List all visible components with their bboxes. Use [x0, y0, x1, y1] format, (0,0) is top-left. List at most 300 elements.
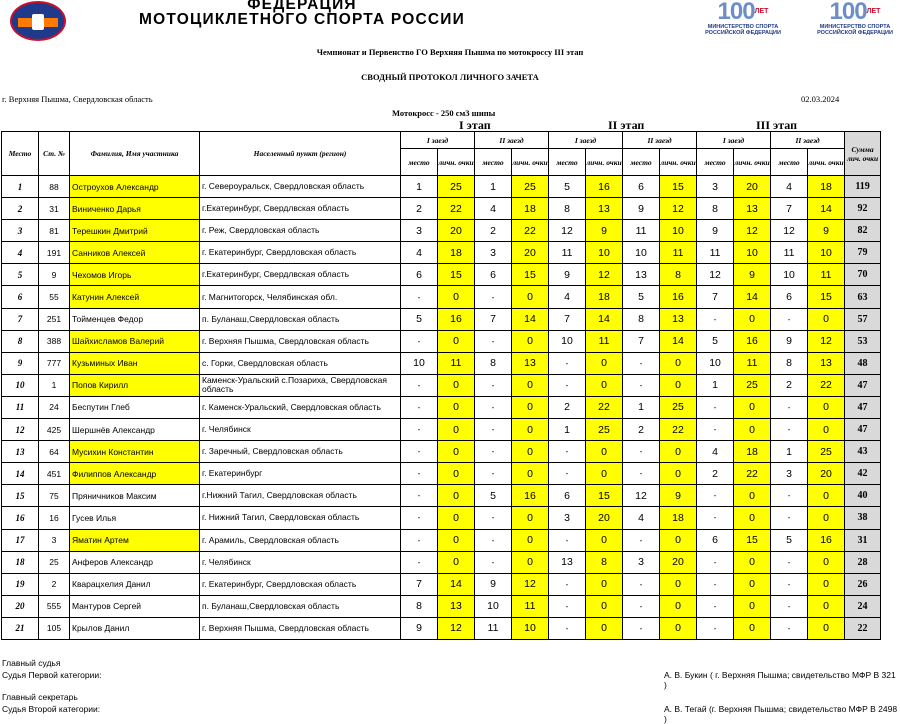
points-cell: 0 — [438, 529, 475, 551]
position-cell: - — [475, 507, 512, 529]
position-cell: - — [697, 396, 734, 418]
position-cell: 9 — [697, 220, 734, 242]
total-cell: 43 — [845, 441, 881, 463]
position-cell: - — [475, 330, 512, 352]
points-cell: 12 — [660, 198, 697, 220]
place-cell: 12 — [2, 419, 39, 441]
position-cell: - — [771, 617, 808, 639]
rider-name-cell: Остроухов Александр — [70, 176, 200, 198]
place-cell: 14 — [2, 463, 39, 485]
total-cell: 31 — [845, 529, 881, 551]
points-cell: 0 — [660, 441, 697, 463]
document-header — [0, 0, 900, 42]
points-cell: 0 — [438, 507, 475, 529]
header-points: личн. очки — [734, 149, 771, 176]
points-cell: 11 — [512, 595, 549, 617]
position-cell: - — [401, 507, 438, 529]
table-row — [2, 419, 881, 441]
position-cell: - — [549, 595, 586, 617]
points-cell: 14 — [586, 308, 623, 330]
place-cell: 3 — [2, 220, 39, 242]
total-cell: 47 — [845, 374, 881, 396]
position-cell: - — [771, 573, 808, 595]
start-number-cell: 25 — [39, 551, 70, 573]
place-cell: 16 — [2, 507, 39, 529]
position-cell: 3 — [623, 551, 660, 573]
points-cell: 13 — [734, 198, 771, 220]
total-cell: 22 — [845, 617, 881, 639]
points-cell: 20 — [586, 507, 623, 529]
start-number-cell: 1 — [39, 374, 70, 396]
points-cell: 20 — [660, 551, 697, 573]
points-cell: 25 — [512, 176, 549, 198]
position-cell: 8 — [549, 198, 586, 220]
position-cell: 3 — [771, 463, 808, 485]
city-cell: г. Североуральск, Свердловская область — [200, 176, 401, 198]
header-name: Фамилия, Имя участника — [70, 132, 200, 176]
points-cell: 0 — [438, 485, 475, 507]
points-cell: 0 — [808, 573, 845, 595]
points-cell: 0 — [734, 595, 771, 617]
points-cell: 0 — [660, 463, 697, 485]
federation-line-1: ФЕДЕРАЦИЯ — [247, 0, 357, 13]
points-cell: 13 — [512, 352, 549, 374]
position-cell: 2 — [401, 198, 438, 220]
points-cell: 0 — [512, 463, 549, 485]
position-cell: 3 — [549, 507, 586, 529]
position-cell: 10 — [401, 352, 438, 374]
position-cell: 10 — [697, 352, 734, 374]
points-cell: 10 — [808, 242, 845, 264]
points-cell: 0 — [438, 286, 475, 308]
rider-name-cell: Шершнёв Александр — [70, 419, 200, 441]
start-number-cell: 105 — [39, 617, 70, 639]
position-cell: 6 — [401, 264, 438, 286]
position-cell: 8 — [401, 595, 438, 617]
position-cell: - — [401, 286, 438, 308]
position-cell: - — [623, 617, 660, 639]
place-cell: 18 — [2, 551, 39, 573]
rider-name-cell: Мусихин Константин — [70, 441, 200, 463]
chief-judge-title: Главный судья — [2, 658, 61, 668]
total-cell: 38 — [845, 507, 881, 529]
city-cell: п. Буланаш,Свердловская область — [200, 308, 401, 330]
city-cell: г. Верхняя Пышма, Свердловская область — [200, 330, 401, 352]
position-cell: 1 — [623, 396, 660, 418]
federation-name — [82, 0, 522, 27]
position-cell: - — [623, 352, 660, 374]
position-cell: 9 — [549, 264, 586, 286]
city-cell: г. Реж, Свердловская область — [200, 220, 401, 242]
table-row — [2, 220, 881, 242]
position-cell: 2 — [475, 220, 512, 242]
position-cell: 13 — [623, 264, 660, 286]
place-cell: 7 — [2, 308, 39, 330]
position-cell: - — [549, 463, 586, 485]
position-cell: 11 — [475, 617, 512, 639]
points-cell: 0 — [808, 396, 845, 418]
total-cell: 47 — [845, 419, 881, 441]
rider-name-cell: Яматин Артем — [70, 529, 200, 551]
position-cell: 8 — [771, 352, 808, 374]
points-cell: 0 — [808, 485, 845, 507]
header-s1-race2: II заезд — [475, 132, 549, 149]
position-cell: 5 — [623, 286, 660, 308]
table-row — [2, 507, 881, 529]
points-cell: 16 — [734, 330, 771, 352]
header-position: место — [771, 149, 808, 176]
stage-2-label: II этап — [608, 118, 645, 132]
position-cell: - — [771, 396, 808, 418]
points-cell: 12 — [586, 264, 623, 286]
total-cell: 92 — [845, 198, 881, 220]
position-cell: 7 — [401, 573, 438, 595]
city-cell: г.Нижний Тагил, Свердловская область — [200, 485, 401, 507]
rider-name-cell: Виниченко Дарья — [70, 198, 200, 220]
city-cell: г. Екатеринбург — [200, 463, 401, 485]
place-cell: 15 — [2, 485, 39, 507]
place-cell: 1 — [2, 176, 39, 198]
points-cell: 0 — [586, 374, 623, 396]
position-cell: 4 — [771, 176, 808, 198]
start-number-cell: 55 — [39, 286, 70, 308]
position-cell: - — [401, 551, 438, 573]
header-position: место — [401, 149, 438, 176]
total-cell: 42 — [845, 463, 881, 485]
ministry-logo-2: $100^{ЛЕТ}$ МИНИСТЕРСТВО СПОРТА РОССИЙСКОЙ ФЕДЕРАЦИИ — [817, 0, 893, 36]
points-cell: 0 — [438, 330, 475, 352]
header-s2-race2: II заезд — [623, 132, 697, 149]
table-row — [2, 286, 881, 308]
position-cell: 1 — [549, 419, 586, 441]
championship-title: Чемпионат и Первенство ГО Верхняя Пышма по мотокроссу III этап — [316, 47, 584, 57]
points-cell: 0 — [734, 485, 771, 507]
position-cell: 7 — [475, 308, 512, 330]
start-number-cell: 388 — [39, 330, 70, 352]
position-cell: - — [401, 419, 438, 441]
header-points: личн. очки — [586, 149, 623, 176]
chief-judge-name: А. В. Букин ( г. Верхняя Пышма; свидетельство МФР В 321 ) — [664, 670, 896, 690]
points-cell: 18 — [512, 198, 549, 220]
position-cell: 5 — [475, 485, 512, 507]
position-cell: - — [771, 485, 808, 507]
place-cell: 5 — [2, 264, 39, 286]
city-cell: г. Каменск-Уральский, Свердловская область — [200, 396, 401, 418]
position-cell: - — [697, 573, 734, 595]
city-cell: г. Челябинск — [200, 419, 401, 441]
position-cell: - — [697, 617, 734, 639]
position-cell: - — [549, 617, 586, 639]
start-number-cell: 64 — [39, 441, 70, 463]
city-cell: г. Челябинск — [200, 551, 401, 573]
points-cell: 13 — [438, 595, 475, 617]
position-cell: - — [475, 463, 512, 485]
points-cell: 9 — [808, 220, 845, 242]
position-cell: 8 — [697, 198, 734, 220]
position-cell: - — [549, 573, 586, 595]
rider-name-cell: Чехомов Игорь — [70, 264, 200, 286]
position-cell: 11 — [623, 220, 660, 242]
table-row — [2, 529, 881, 551]
start-number-cell: 451 — [39, 463, 70, 485]
position-cell: - — [475, 441, 512, 463]
points-cell: 22 — [808, 374, 845, 396]
points-cell: 0 — [734, 551, 771, 573]
points-cell: 13 — [808, 352, 845, 374]
chief-judge-category: Судья Первой категории: — [2, 670, 102, 680]
points-cell: 11 — [808, 264, 845, 286]
points-cell: 0 — [734, 507, 771, 529]
points-cell: 10 — [512, 617, 549, 639]
points-cell: 0 — [660, 529, 697, 551]
total-cell: 24 — [845, 595, 881, 617]
table-row — [2, 595, 881, 617]
points-cell: 15 — [734, 529, 771, 551]
points-cell: 10 — [734, 242, 771, 264]
position-cell: 6 — [549, 485, 586, 507]
position-cell: 11 — [771, 242, 808, 264]
position-cell: - — [475, 396, 512, 418]
points-cell: 25 — [734, 374, 771, 396]
points-cell: 9 — [660, 485, 697, 507]
points-cell: 15 — [808, 286, 845, 308]
city-cell: Каменск-Уральский с.Позариха, Свердловская область — [200, 374, 401, 396]
city-cell: с. Горки, Свердловская область — [200, 352, 401, 374]
total-cell: 57 — [845, 308, 881, 330]
position-cell: 9 — [771, 330, 808, 352]
place-cell: 4 — [2, 242, 39, 264]
points-cell: 16 — [438, 308, 475, 330]
points-cell: 25 — [808, 441, 845, 463]
total-cell: 82 — [845, 220, 881, 242]
position-cell: - — [401, 529, 438, 551]
start-number-cell: 425 — [39, 419, 70, 441]
position-cell: 11 — [549, 242, 586, 264]
position-cell: - — [697, 595, 734, 617]
position-cell: 12 — [771, 220, 808, 242]
position-cell: 3 — [697, 176, 734, 198]
points-cell: 0 — [438, 551, 475, 573]
position-cell: - — [771, 507, 808, 529]
header-start-no: Ст. № — [39, 132, 70, 176]
points-cell: 0 — [734, 396, 771, 418]
total-cell: 40 — [845, 485, 881, 507]
points-cell: 0 — [438, 396, 475, 418]
points-cell: 18 — [586, 286, 623, 308]
table-row — [2, 352, 881, 374]
place-cell: 17 — [2, 529, 39, 551]
points-cell: 0 — [586, 441, 623, 463]
start-number-cell: 81 — [39, 220, 70, 242]
rider-name-cell: Филиппов Александр — [70, 463, 200, 485]
position-cell: - — [549, 529, 586, 551]
position-cell: 9 — [623, 198, 660, 220]
place-cell: 2 — [2, 198, 39, 220]
position-cell: 7 — [549, 308, 586, 330]
position-cell: 3 — [475, 242, 512, 264]
points-cell: 10 — [586, 242, 623, 264]
table-row — [2, 242, 881, 264]
position-cell: 8 — [623, 308, 660, 330]
table-row — [2, 551, 881, 573]
chief-secretary-category: Судья Второй категории: — [2, 704, 101, 714]
points-cell: 20 — [734, 176, 771, 198]
place-cell: 10 — [2, 374, 39, 396]
position-cell: 10 — [623, 242, 660, 264]
position-cell: 12 — [549, 220, 586, 242]
position-cell: 7 — [623, 330, 660, 352]
position-cell: - — [771, 595, 808, 617]
position-cell: 3 — [401, 220, 438, 242]
position-cell: 10 — [771, 264, 808, 286]
position-cell: 5 — [771, 529, 808, 551]
points-cell: 0 — [586, 529, 623, 551]
position-cell: - — [697, 551, 734, 573]
position-cell: 2 — [697, 463, 734, 485]
points-cell: 0 — [512, 551, 549, 573]
total-cell: 26 — [845, 573, 881, 595]
place-cell: 13 — [2, 441, 39, 463]
position-cell: - — [401, 441, 438, 463]
header-place: Место — [2, 132, 39, 176]
points-cell: 0 — [438, 463, 475, 485]
place-cell: 6 — [2, 286, 39, 308]
points-cell: 11 — [734, 352, 771, 374]
points-cell: 0 — [808, 617, 845, 639]
table-row — [2, 374, 881, 396]
header-position: место — [623, 149, 660, 176]
position-cell: 8 — [475, 352, 512, 374]
points-cell: 25 — [660, 396, 697, 418]
start-number-cell: 251 — [39, 308, 70, 330]
start-number-cell: 555 — [39, 595, 70, 617]
position-cell: 7 — [771, 198, 808, 220]
table-row — [2, 176, 881, 198]
points-cell: 12 — [512, 573, 549, 595]
start-number-cell: 3 — [39, 529, 70, 551]
header-s2-race1: I заезд — [549, 132, 623, 149]
position-cell: 13 — [549, 551, 586, 573]
position-cell: - — [697, 419, 734, 441]
city-cell: г. Екатеринбург, Свердловская область — [200, 573, 401, 595]
position-cell: 12 — [697, 264, 734, 286]
points-cell: 18 — [660, 507, 697, 529]
points-cell: 22 — [438, 198, 475, 220]
points-cell: 9 — [734, 264, 771, 286]
position-cell: - — [549, 352, 586, 374]
rider-name-cell: Беспутин Глеб — [70, 396, 200, 418]
rider-name-cell: Гусев Илья — [70, 507, 200, 529]
position-cell: - — [401, 374, 438, 396]
header-points: личн. очки — [660, 149, 697, 176]
points-cell: 20 — [438, 220, 475, 242]
class-name: Мотокросс - 250 см3 шипы — [392, 108, 496, 118]
table-row — [2, 441, 881, 463]
position-cell: - — [401, 330, 438, 352]
position-cell: - — [401, 396, 438, 418]
points-cell: 16 — [808, 529, 845, 551]
position-cell: 12 — [623, 485, 660, 507]
points-cell: 0 — [660, 595, 697, 617]
position-cell: - — [549, 374, 586, 396]
position-cell: - — [475, 419, 512, 441]
points-cell: 15 — [660, 176, 697, 198]
position-cell: - — [697, 507, 734, 529]
rider-name-cell: Попов Кирилл — [70, 374, 200, 396]
position-cell: - — [475, 551, 512, 573]
position-cell: - — [475, 286, 512, 308]
rider-name-cell: Кузьминых Иван — [70, 352, 200, 374]
total-cell: 53 — [845, 330, 881, 352]
points-cell: 22 — [512, 220, 549, 242]
position-cell: 9 — [401, 617, 438, 639]
points-cell: 0 — [808, 507, 845, 529]
position-cell: 10 — [549, 330, 586, 352]
position-cell: 5 — [401, 308, 438, 330]
position-cell: 2 — [623, 419, 660, 441]
points-cell: 0 — [734, 617, 771, 639]
federation-line-2: МОТОЦИКЛЕТНОГО СПОРТА РОССИИ — [139, 11, 465, 28]
start-number-cell: 2 — [39, 573, 70, 595]
table-row — [2, 573, 881, 595]
points-cell: 16 — [512, 485, 549, 507]
place-cell: 9 — [2, 352, 39, 374]
position-cell: 6 — [475, 264, 512, 286]
position-cell: - — [623, 374, 660, 396]
header-s3-race1: I заезд — [697, 132, 771, 149]
position-cell: 1 — [475, 176, 512, 198]
total-cell: 28 — [845, 551, 881, 573]
position-cell: 4 — [475, 198, 512, 220]
points-cell: 9 — [586, 220, 623, 242]
position-cell: 6 — [623, 176, 660, 198]
position-cell: - — [623, 463, 660, 485]
protocol-title: СВОДНЫЙ ПРОТОКОЛ ЛИЧНОГО ЗАЧЕТА — [361, 72, 539, 82]
points-cell: 14 — [734, 286, 771, 308]
results-table — [1, 131, 881, 640]
header-position: место — [475, 149, 512, 176]
points-cell: 0 — [808, 419, 845, 441]
points-cell: 0 — [438, 419, 475, 441]
points-cell: 18 — [734, 441, 771, 463]
rider-name-cell: Тойменцев Федор — [70, 308, 200, 330]
points-cell: 0 — [808, 308, 845, 330]
points-cell: 13 — [660, 308, 697, 330]
header-points: личн. очки — [512, 149, 549, 176]
header-city: Населенный пункт (регион) — [200, 132, 401, 176]
points-cell: 25 — [438, 176, 475, 198]
position-cell: - — [623, 441, 660, 463]
points-cell: 0 — [734, 573, 771, 595]
place-cell: 11 — [2, 396, 39, 418]
points-cell: 14 — [512, 308, 549, 330]
header-position: место — [697, 149, 734, 176]
points-cell: 13 — [586, 198, 623, 220]
points-cell: 0 — [512, 441, 549, 463]
points-cell: 0 — [438, 374, 475, 396]
points-cell: 11 — [586, 330, 623, 352]
points-cell: 15 — [586, 485, 623, 507]
position-cell: - — [623, 529, 660, 551]
position-cell: 4 — [549, 286, 586, 308]
points-cell: 12 — [734, 220, 771, 242]
chief-secretary-name: А. В. Тегай (г. Верхняя Пышма; свидетельство МФР В 2498 ) — [664, 704, 898, 724]
ministry-logo-1: $100^{ЛЕТ}$ МИНИСТЕРСТВО СПОРТА РОССИЙСКОЙ ФЕДЕРАЦИИ — [705, 0, 781, 36]
rider-name-cell: Анферов Александр — [70, 551, 200, 573]
points-cell: 0 — [512, 286, 549, 308]
points-cell: 12 — [438, 617, 475, 639]
points-cell: 18 — [438, 242, 475, 264]
